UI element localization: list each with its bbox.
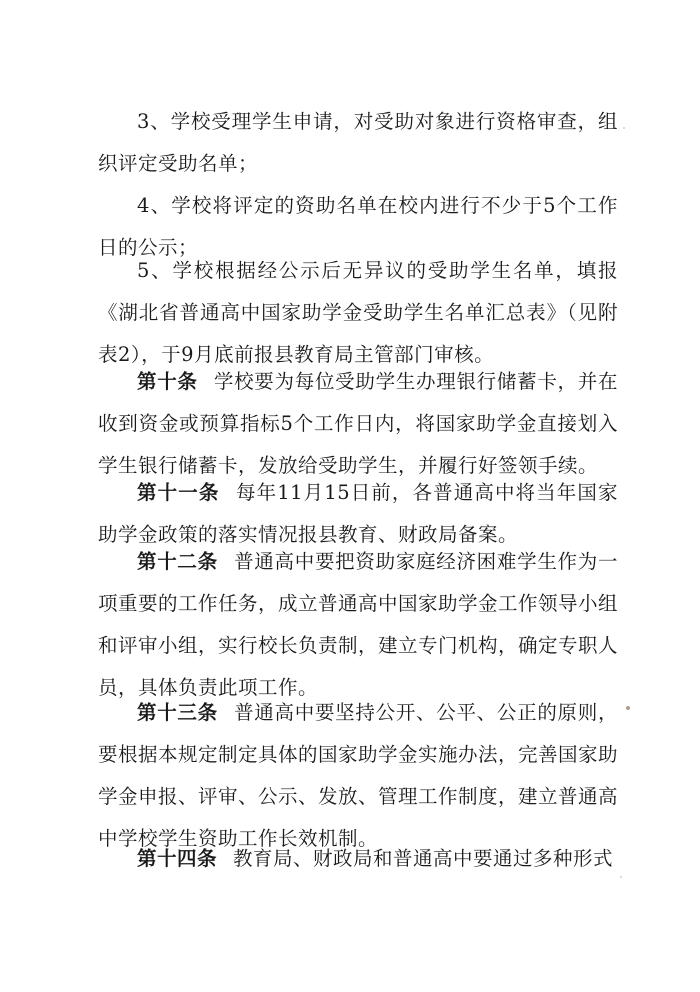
article-heading: 第十二条 — [137, 550, 218, 573]
scan-speck — [626, 706, 630, 710]
article-text: 普通高中要把资助家庭经济困难学生作为一项重要的工作任务，成立普通高中国家助学金工作领导小组和评审小组，实行校长负责制，建立专门机构，确定专职人员，具体负责此项工作。 — [98, 550, 619, 699]
paragraph-item-5 — [98, 250, 618, 376]
article-text: 教育局、财政局和普通高中要通过多种形式 — [233, 847, 614, 870]
article-text: 普通高中要坚持公开、公平、公正的原则，要根据本规定制定具体的国家助学金实施办法，完善国家助学金申报、评审、公示、发放、管理工作制度，建立普通高中学校学生资助工作长效机制。 — [98, 701, 619, 850]
article-text: 每年11月15日前，各普通高中将当年国家助学金政策的落实情况报县教育、财政局备案。 — [98, 481, 618, 546]
paragraph-text: 5、学校根据经公示后无异议的受助学生名单，填报《湖北省普通高中国家助学金受助学生名单汇总表》（见附表2），于9月底前报县教育局主管部门审核。 — [98, 259, 618, 366]
article-heading: 第十三条 — [137, 701, 218, 724]
article-14 — [98, 838, 618, 880]
article-10 — [98, 361, 618, 487]
paragraph-text: 4、学校将评定的资助名单在校内进行不少于5个工作日的公示； — [98, 194, 618, 259]
article-text: 学校要为每位受助学生办理银行储蓄卡，并在收到资金或预算指标5个工作日内，将国家助学金直接划入学生银行储蓄卡，发放给受助学生，并履行好签领手续。 — [98, 370, 618, 477]
scan-speck — [623, 127, 625, 129]
article-13 — [98, 692, 618, 860]
scan-speck — [620, 876, 622, 878]
article-12 — [98, 541, 618, 709]
article-heading: 第十四条 — [137, 847, 218, 870]
article-heading: 第十一条 — [137, 481, 220, 504]
article-heading: 第十条 — [137, 370, 198, 393]
paragraph-text: 3、学校受理学生申请，对受助对象进行资格审查，组织评定受助名单； — [98, 110, 618, 175]
paragraph-item-3 — [98, 101, 618, 185]
